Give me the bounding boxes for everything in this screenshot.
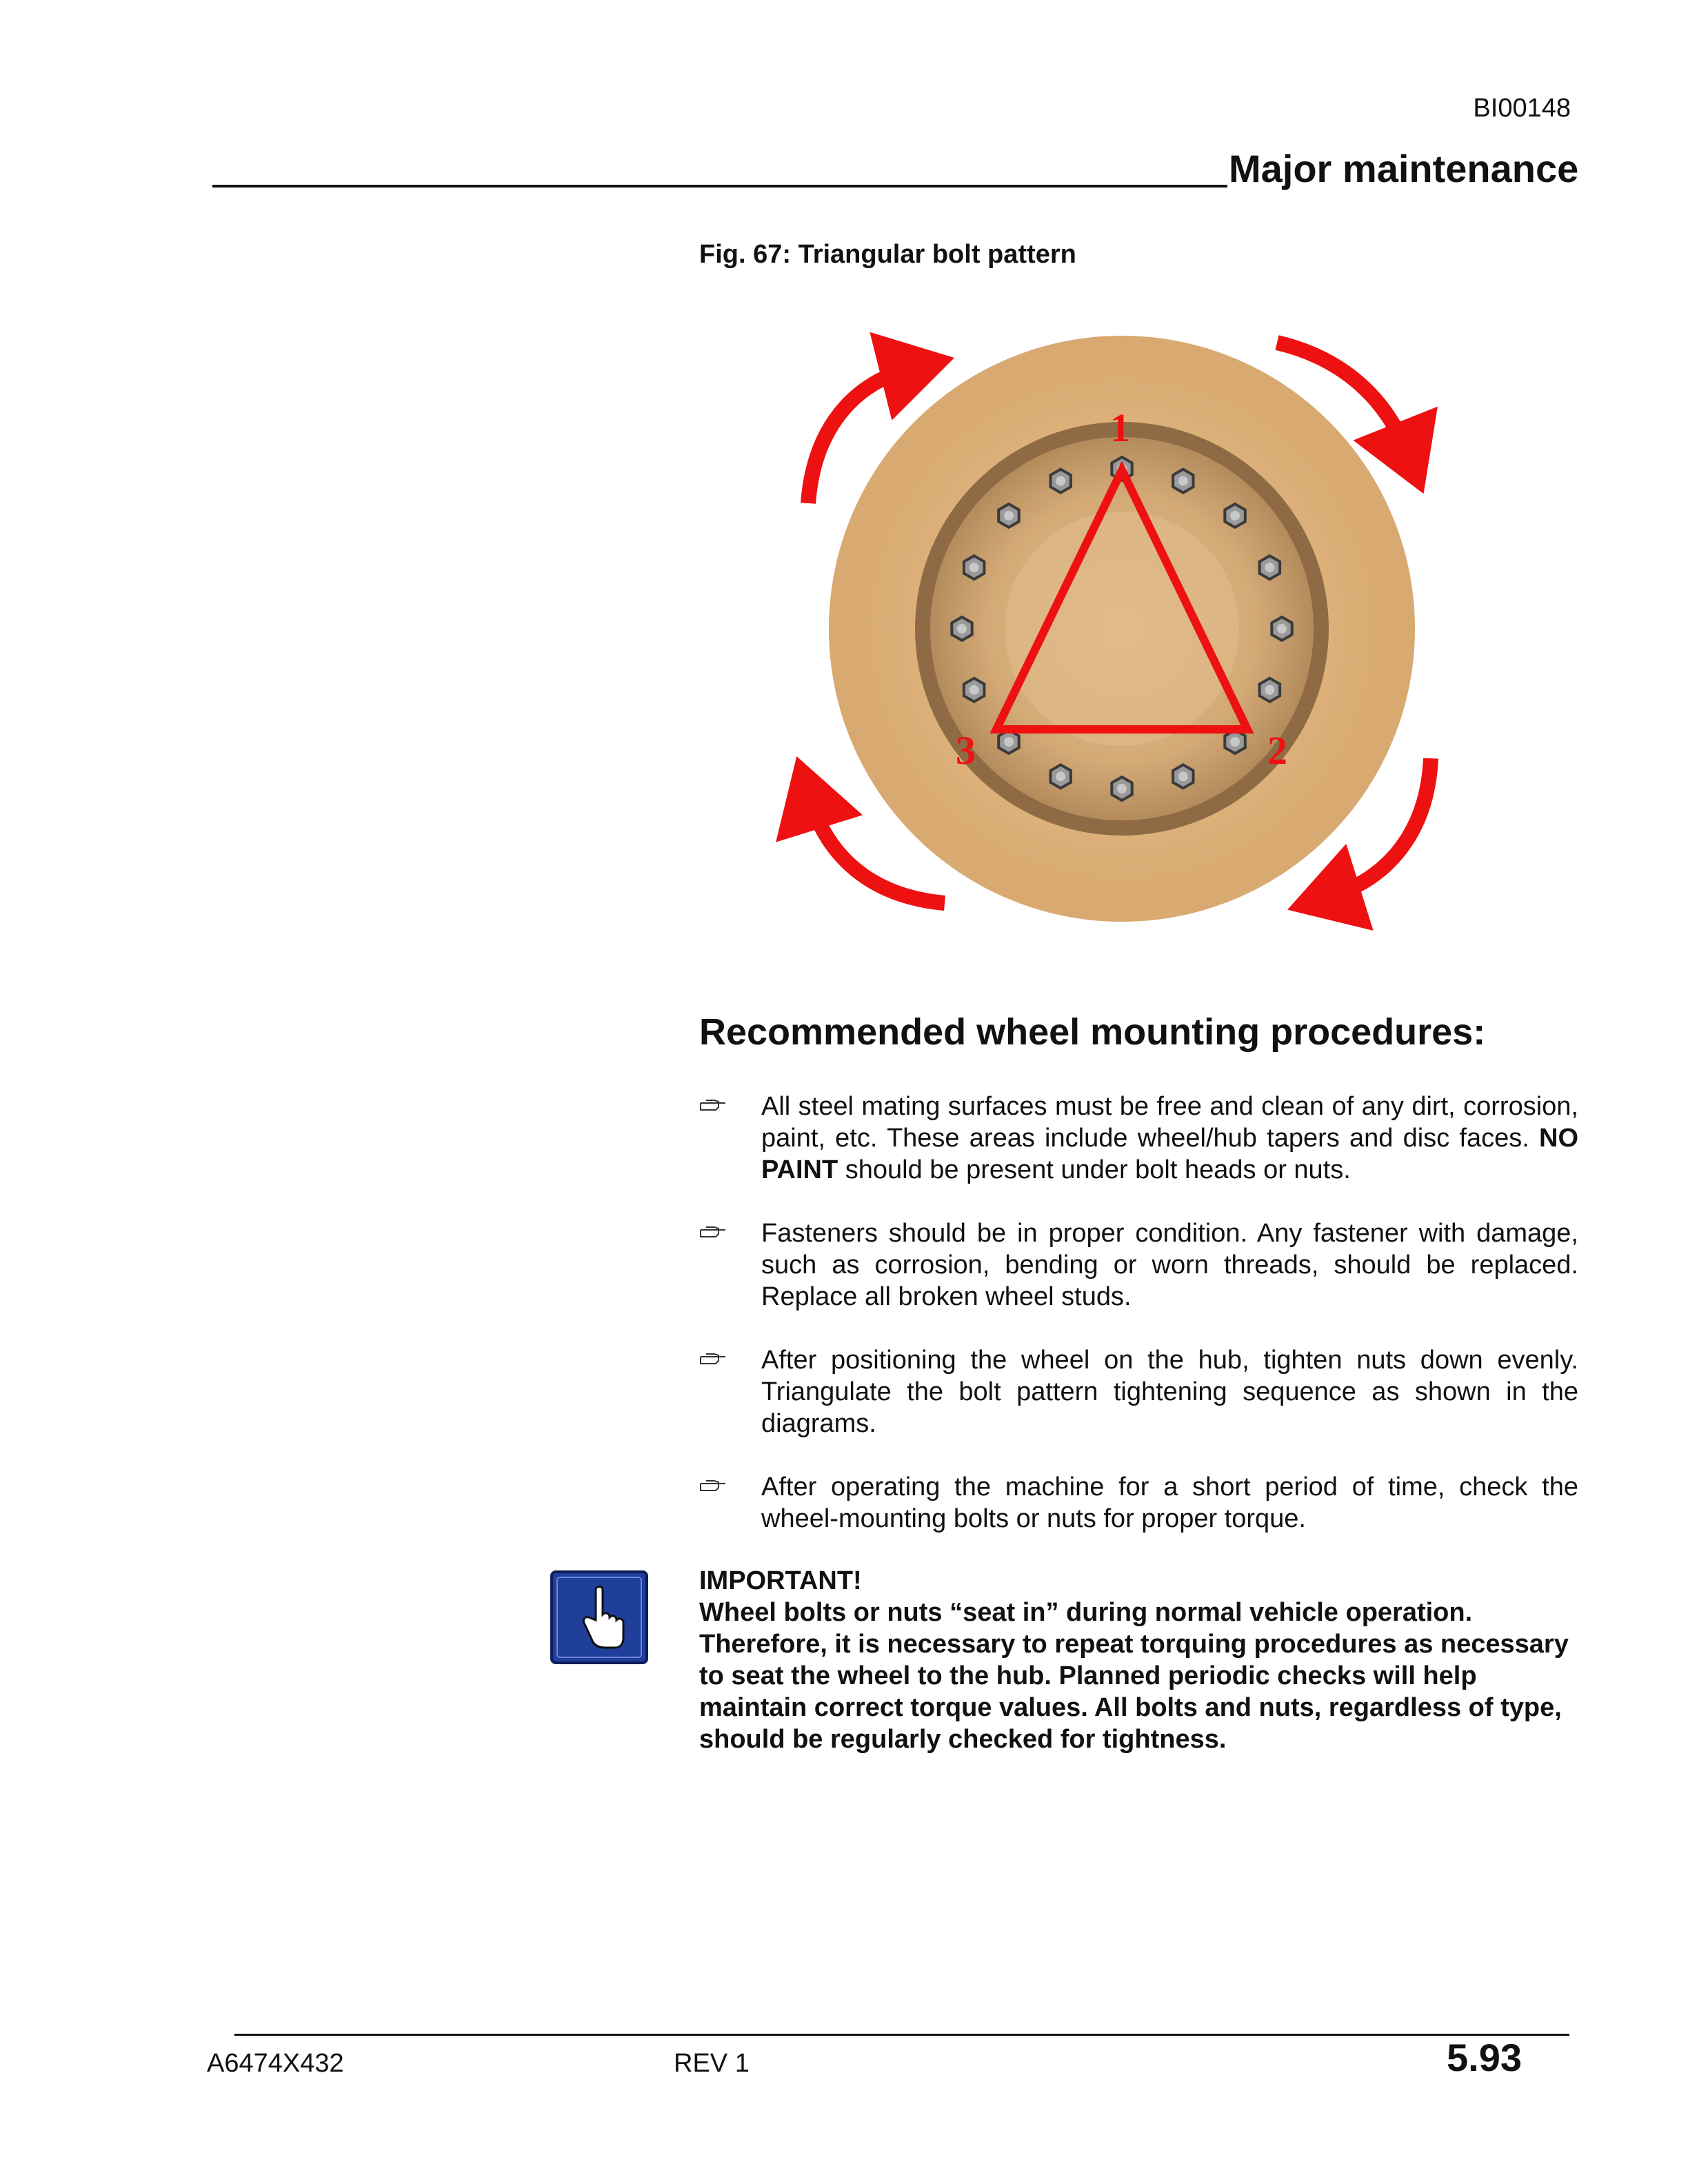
wheel-bolt-cap xyxy=(1265,563,1274,572)
pointing-hand-icon xyxy=(699,1222,727,1242)
bolt-label-2: 2 xyxy=(1267,728,1287,773)
wheel-bolt-cap xyxy=(1178,476,1188,486)
procedure-item xyxy=(699,1217,1578,1313)
header-rule xyxy=(212,185,1227,188)
pointing-hand-icon xyxy=(550,1570,648,1664)
wheel-bolt-cap xyxy=(1277,624,1287,634)
note-title: IMPORTANT! xyxy=(699,1566,862,1595)
page-number: 5.93 xyxy=(1447,2036,1522,2079)
bolt-label-1: 1 xyxy=(1110,405,1130,450)
wheel-bolt-cap xyxy=(1230,511,1240,520)
footer-rule xyxy=(234,2034,1569,2036)
procedure-text: All steel mating surfaces must be free and clean of any dirt, corrosion, paint, etc. These areas include wheel/hub tapers and disc faces. NO PAINT should be present under bolt heads or nuts. xyxy=(761,1092,1578,1184)
wheel-bolt-cap xyxy=(1265,685,1274,695)
wheel-bolt-cap xyxy=(957,624,967,634)
procedures-heading: Recommended wheel mounting procedures: xyxy=(699,1011,1486,1053)
section-title: Major maintenance xyxy=(1229,147,1579,190)
figure-caption: Fig. 67: Triangular bolt pattern xyxy=(699,240,1076,269)
footer-document-number: A6474X432 xyxy=(207,2049,344,2078)
wheel-bolt-cap xyxy=(1178,771,1188,781)
wheel-bolt-cap xyxy=(969,563,979,572)
wheel-bolt-cap xyxy=(1004,737,1014,747)
pointing-hand-icon xyxy=(699,1348,727,1369)
wheel-bolt-cap xyxy=(1004,511,1014,520)
important-note xyxy=(699,1565,1578,1755)
procedure-item xyxy=(699,1471,1578,1535)
wheel-bolt-cap xyxy=(969,685,979,695)
procedure-item xyxy=(699,1344,1578,1439)
pointing-hand-icon xyxy=(699,1095,727,1115)
procedure-text: After positioning the wheel on the hub, tighten nuts down evenly. Triangulate the bolt pattern tightening sequence as shown in the diagrams. xyxy=(761,1346,1578,1438)
procedure-text: Fasteners should be in proper condition. Any fastener with damage, such as corrosion, bending or worn threads, should be replaced. Replace all broken wheel studs. xyxy=(761,1219,1578,1311)
wheel-bolt-cap xyxy=(1056,771,1065,781)
note-text: Wheel bolts or nuts “seat in” during normal vehicle operation. Therefore, it is necessary to repeat torquing procedures as necessary to seat the wheel to the hub. Planned periodic checks will help maintain correct torque values. All bolts and nuts, regardless of type, should be regularly checked for tightness. xyxy=(699,1598,1569,1754)
footer-revision: REV 1 xyxy=(674,2049,750,2078)
procedure-item xyxy=(699,1091,1578,1186)
triangular-bolt-pattern-figure xyxy=(752,310,1441,944)
procedure-text: After operating the machine for a short period of time, check the wheel-mounting bolts or nuts for proper torque. xyxy=(761,1473,1578,1533)
pointing-hand-icon xyxy=(699,1475,727,1496)
wheel-bolt-cap xyxy=(1230,737,1240,747)
bolt-label-3: 3 xyxy=(956,728,976,773)
wheel-bolt-cap xyxy=(1117,784,1127,793)
hub-center xyxy=(1005,512,1239,746)
wheel-bolt-cap xyxy=(1056,476,1065,486)
document-id: BI00148 xyxy=(1473,94,1571,123)
